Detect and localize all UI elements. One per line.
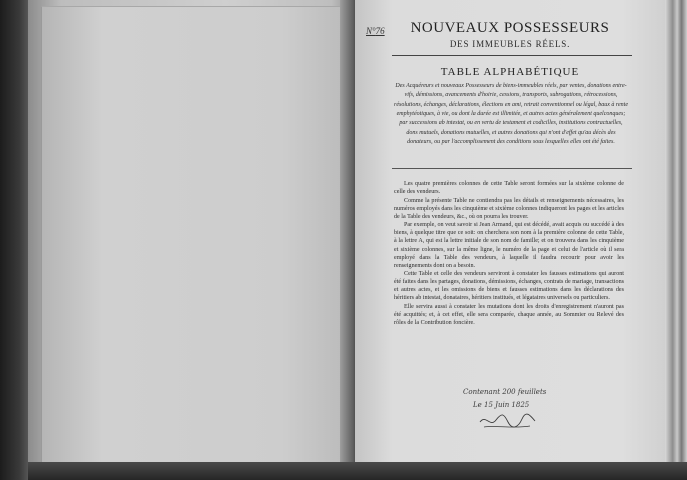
register-number-value: 76 xyxy=(375,26,385,36)
left-blank-leaf xyxy=(41,6,342,465)
intro-paragraph: Des Acquéreurs et nouveaux Possesseurs de biens-immeubles réels, par ventes, donations entre-vifs, démissions, avancements d'hoirie, cessions, transports, subrogations, rétrocessions, résolutions, échanges, déclarations, élections en ami, retrait conventionnel ou légal, baux à rente emphytéotiques, à vie, ou dont la durée est illimitée, et autres actes généralement quelconques; par successions ab intestat, ou en vertu de testament et codicilles, institutions contractuelles, dons mutuels, donations mutuelles, et autres donations qui n'ont d'effet qu'au décès des donateurs, ou par l'accomplissement des conditions sous lesquelles elles ont été faites. xyxy=(394,83,629,146)
scan-background-left xyxy=(0,0,28,480)
table-heading: TABLE ALPHABÉTIQUE xyxy=(440,66,580,78)
instruction-paragraph: Comme la présente Table ne contiendra pas les détails et renseignements nécessaires, les numéros employés dans les cinquième et sixième colonnes indiqueront les pages et les articles de la Table des vendeurs, &c., où on pourra les trouver. xyxy=(394,197,624,220)
page-title: NOUVEAUX POSSESSEURS xyxy=(410,20,610,36)
instructions-body xyxy=(394,180,624,327)
instruction-paragraph: Les quatre premières colonnes de cette Table seront formées sur la sixième colonne de celle des vendeurs. xyxy=(394,181,624,196)
handwritten-signature xyxy=(478,410,538,432)
instruction-paragraph: Par exemple, on veut savoir si Jean Armand, qui est décédé, avait acquis ou succédé à des biens, à quelque titre que ce soit: on cherchera son nom à la première colonne de cette Table, à la lettre A, qui est la lettre initiale de son nom de famille; et on trouvera dans les cinquième et sixième colonnes, sur la même ligne, le numéro de la page et celui de l'article où il sera employé dans la Table des vendeurs, à laquelle il faudra recourir pour avoir les renseignements dont on a besoin. xyxy=(394,222,624,269)
title-divider xyxy=(392,55,632,56)
handwritten-note-leaves: Contenant 200 feuillets xyxy=(463,388,547,396)
page-edges-right xyxy=(665,0,687,480)
register-number-prefix: N° xyxy=(366,26,376,36)
intro-divider xyxy=(392,168,632,169)
instruction-paragraph: Cette Table et celle des vendeurs serviront à constater les fausses estimations qui auront été faites dans les partages, donations, démissions, échanges, contrats de mariage, transactions et autres actes, et les omissions de biens et fausses estimations dans les déclarations des héritiers ab intestat, donataires, héritiers institués, et légataires universels ou particuliers. xyxy=(394,271,624,302)
scan-background-bottom xyxy=(28,462,687,480)
instruction-paragraph: Elle servira aussi à constater les mutations dont les droits d'enregistrement n'auront pas été acquittés; et, à cet effet, elle sera comparée, chaque année, au Sommier ou Relevé des rôles de la Contribution foncière. xyxy=(394,303,624,327)
page-subtitle: DES IMMEUBLES RÉELS. xyxy=(449,39,571,49)
handwritten-note-date: Le 15 Juin 1825 xyxy=(473,401,530,409)
